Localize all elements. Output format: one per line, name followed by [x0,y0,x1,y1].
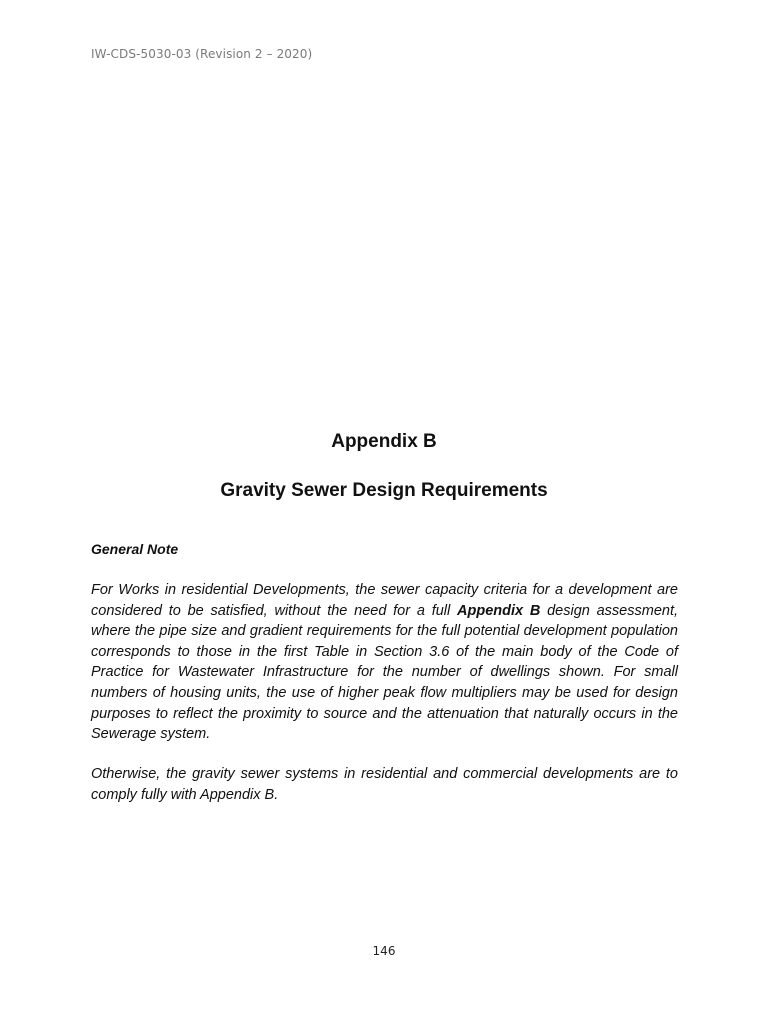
paragraph-text-end: design assessment, where the pipe size and gradient requirements for the full potential development population corresponds to those in the first Table in Section 3.6 of the main body of the Code of Practice for Wastewater Infrastructure for the number of dwellings shown. For small numbers of housing units, the use of higher peak flow multipliers may be used for design purposes to reflect the proximity to source and the attenuation that naturally occurs in the Sewerage system. [91,602,678,743]
section-heading: General Note [91,541,179,557]
page-number: 146 [372,944,396,958]
appendix-reference-bold: Appendix B [457,602,541,619]
page-title: Gravity Sewer Design Requirements [220,480,548,501]
paragraph-text-start: For Works in residential Developments, the sewer capacity criteria for a development are considered to be satisfied, without the need for a full [91,582,678,619]
document-reference: IW-CDS-5030-03 (Revision 2 – 2020) [91,47,313,61]
appendix-title: Appendix B [331,431,437,452]
paragraph-general-note [91,580,678,745]
paragraph-otherwise: Otherwise, the gravity sewer systems in residential and commercial developments are to comply fully with Appendix B. [91,766,678,803]
